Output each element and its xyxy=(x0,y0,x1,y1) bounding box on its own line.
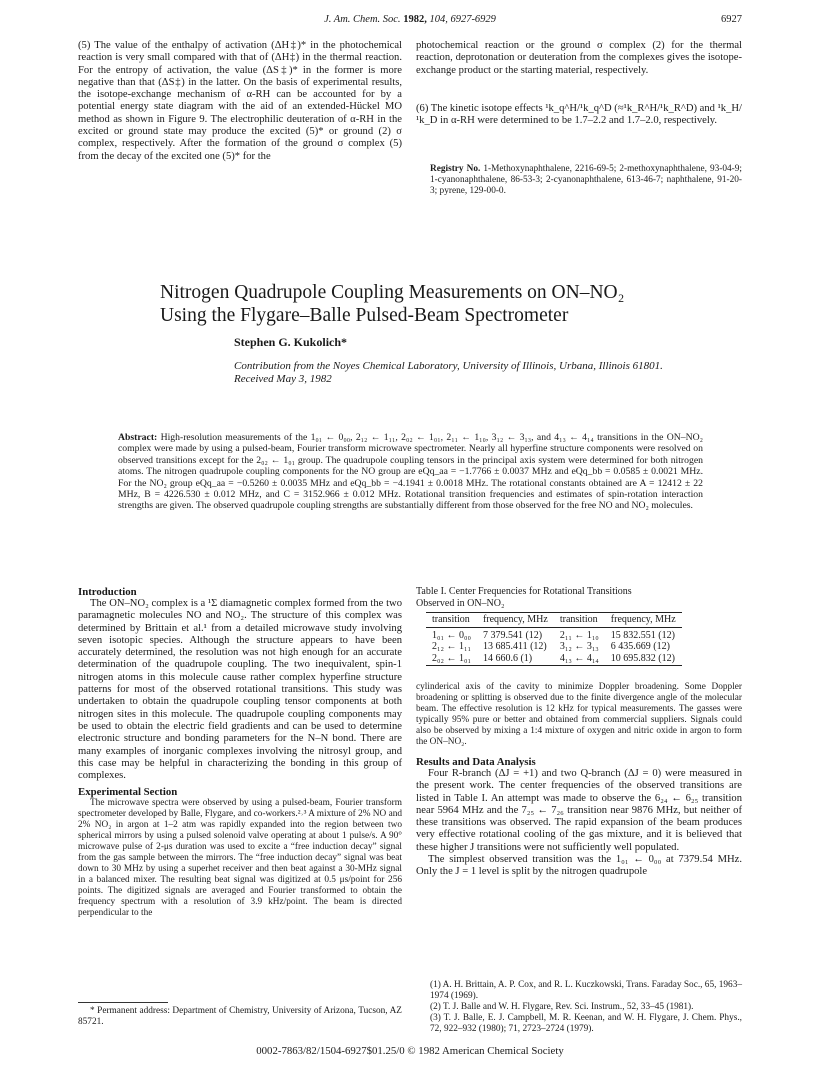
registry-label: Registry No. xyxy=(430,164,481,174)
running-header xyxy=(78,14,742,28)
article-title xyxy=(160,281,720,327)
reference-3: (3) T. J. Balle, E. J. Campbell, M. R. Keenan, and W. H. Flygare, J. Chem. Phys., 72, 922–932 (1980); 71, 2723–2724 (1979). xyxy=(430,1013,742,1034)
journal-citation xyxy=(78,14,742,25)
table-cell: 14 660.6 (1) xyxy=(477,653,554,666)
table-cell: 10 695.832 (12) xyxy=(605,653,682,666)
author-footnote: * Permanent address: Department of Chemistry, University of Arizona, Tucson, AZ 85721. xyxy=(78,1006,402,1027)
right-column-text xyxy=(416,682,742,879)
table-row xyxy=(426,653,682,666)
table-header: transition xyxy=(554,613,605,628)
table-row xyxy=(426,641,682,653)
author: Stephen G. Kukolich* xyxy=(234,335,348,349)
table-cell: 2₁₁ ← 1₁₀ xyxy=(559,629,599,641)
experimental-continued: cylinderical axis of the cavity to minimize Doppler broadening. Some Doppler broadening or splitting is observed due to the finite divergence angle of the molecular beam. The effective resolution is 12 kHz for typical measurements. The gasses were typically 95% pure or better and obtained from commercial suppliers. Signals could also be observed by mixing a 1:4 mixture of oxygen and nitric oxide in argon to form the ON–NO₂. xyxy=(416,682,742,747)
table-1 xyxy=(416,586,742,666)
results-paragraph-2: The simplest observed transition was the 1₀₁ ← 0₀₀ at 7379.54 MHz. Only the J = 1 level is split by the nitrogen quadrupole xyxy=(416,854,742,878)
table-cell: 6 435.669 (12) xyxy=(610,641,670,652)
table-row xyxy=(426,627,682,641)
table-cell: 7 379.541 (12) xyxy=(482,629,543,641)
reference-1: (1) A. H. Brittain, A. P. Cox, and R. L. Kuczkowski, Trans. Faraday Soc., 65, 1963–1974 (1969). xyxy=(430,980,742,1001)
introduction-heading: Introduction xyxy=(78,586,137,598)
results-paragraph-1: Four R-branch (ΔJ = +1) and two Q-branch (ΔJ = 0) were measured in the present work. The center frequencies of the observed transitions are listed in Table I. An attempt was made to observe the 6₂₄ ← 6₂₅ transition near 5964 MHz and the 7₂₅ ← 7₂₆ transition near 9876 MHz, but neither of these transitions was observed. The rapid expansion of the beam produces very effective rotational cooling of the gas mixture, and it is believed that these higher J transitions were not sufficiently well populated. xyxy=(416,768,742,853)
footnote-rule xyxy=(78,1002,168,1003)
table-cell: 3₁₂ ← 3₁₃ xyxy=(559,641,599,652)
results-heading: Results and Data Analysis xyxy=(416,756,536,768)
journal-year: 1982, xyxy=(403,14,427,25)
table-header-row xyxy=(426,613,682,628)
table-cell: 2₀₂ ← 1₀₁ xyxy=(426,653,477,666)
journal-name: J. Am. Chem. Soc. xyxy=(324,14,401,25)
registry-text: 1-Methoxynaphthalene, 2216-69-5; 2-methoxynaphthalene, 93-04-9; 1-cyanonaphthalene, 86-53-3; 2-cyanonaphthalene, 613-46-7; naphthalene, 91-20-3; pyrene, 129-00-0. xyxy=(430,164,743,196)
page-number: 6927 xyxy=(721,14,742,25)
table-cell: 2₁₂ ← 1₁₁ xyxy=(432,641,471,652)
abstract xyxy=(118,432,703,512)
title-line-2: Using the Flygare–Balle Pulsed-Beam Spectrometer xyxy=(160,305,569,326)
volume-pages: 104, 6927-6929 xyxy=(429,14,496,25)
table-header: frequency, MHz xyxy=(477,613,554,628)
experimental-text: The microwave spectra were observed by using a pulsed-beam, Fourier transform spectrometer developed by Balle, Flygare, and co-workers.²˒³ A mixture of 2% NO and 2% NO₂ in argon at 1–2 atm was rapidly expanded into the region between two spherical mirrors by using a pulsed solenoid valve operating at about 1 pulse/s. A 90° microwave pulse of 2-μs duration was used to excite a “free induction decay” signal from the gas sample between the mirrors. The “free induction decay” signal was beat down to 30 MHz by using a superhet receiver and then beat against a 30-MHz signal in a balanced mixer. The resulting beat signal was digitized at 0.5 μs/point for 256 points. The digitized signals are averaged and Fourier transformed to obtain the frequency spectrum with a resolution of 3.9 kHz/point. The beam is directed perpendicular to the xyxy=(78,798,402,919)
affiliation-text: Contribution from the Noyes Chemical Laboratory, University of Illinois, Urbana, Illinois 61801. xyxy=(234,360,663,372)
table-cell: 15 832.551 (12) xyxy=(610,629,675,641)
experimental-heading: Experimental Section xyxy=(78,786,178,799)
abstract-label: Abstract: xyxy=(118,432,158,443)
left-column xyxy=(78,586,402,919)
reference-2: (2) T. J. Balle and W. H. Flygare, Rev. Sci. Instrum., 52, 33–45 (1981). xyxy=(430,1002,694,1012)
table-cell: 4₁₃ ← 4₁₄ xyxy=(554,653,605,666)
received-date: Received May 3, 1982 xyxy=(234,373,332,385)
title-line-1: Nitrogen Quadrupole Coupling Measurements on ON–NO₂ xyxy=(160,282,625,303)
table-caption-line-2: Observed in ON–NO₂ xyxy=(416,597,505,609)
registry-numbers xyxy=(430,164,742,197)
table-cell: 13 685.411 (12) xyxy=(482,641,547,652)
affiliation xyxy=(234,360,746,386)
abstract-text: High-resolution measurements of the 1₀₁ ← 0₀₀, 2₁₂ ← 1₁₁, 2₀₂ ← 1₀₁, 2₁₁ ← 1₁₀, 3₁₂ ← 3₁₃, and 4₁₃ ← 4₁₄ transitions in the ON–NO₂ complex were made by using a pulsed-beam, Fourier transform microwave spectrometer. Nearly all hyperfine structure components were resolved on observed transitions except for the 2₀₂ ← 1₀₁ group. The quadrupole coupling tensors in the principal axis system were determined for both nitrogen atoms. The nitrogen quadrupole coupling components for the NO group are eQq_aa = −1.7766 ± 0.0037 MHz and eQq_bb = 0.0585 ± 0.0021 MHz. For the NO₂ group eQq_aa = −0.5260 ± 0.0035 MHz and eQq_bb = −4.1941 ± 0.0018 MHz. The rotational constants obtained are A = 12412 ± 22 MHz, B = 4226.530 ± 0.012 MHz, and C = 3152.966 ± 0.012 MHz. Rotational transition frequencies and estimates of spin-rotation interaction strengths are given. The observed quadrupole coupling strengths are substantially different from those observed for the free NO and NO₂ molecules. xyxy=(118,432,703,512)
frequency-table xyxy=(426,612,682,666)
prev-article-para6: (6) The kinetic isotope effects ¹k_q^H/¹k_q^D (≈¹k_R^H/¹k_R^D) and ¹k_H/¹k_D in α-RH were determined to be 1.7–2.2 and 1.7–2.0, respectively. xyxy=(416,103,742,127)
references xyxy=(430,980,742,1035)
copyright-footer: 0002-7863/82/1504-6927$01.25/0 © 1982 American Chemical Society xyxy=(256,1045,564,1057)
table-cell: 1₀₁ ← 0₀₀ xyxy=(432,629,471,641)
table-caption xyxy=(416,586,742,609)
table-caption-line-1: Table I. Center Frequencies for Rotational Transitions xyxy=(416,586,632,597)
table-header: transition xyxy=(426,613,477,628)
prev-article-para5: (5) The value of the enthalpy of activation (ΔH‡)* in the photochemical reaction is very small compared with that of (ΔH‡) in the thermal reaction. For the entropy of activation, the value (ΔS‡)* in the former is more negative than that (ΔS‡) in the latter. On the basis of experimental results, the isotope-exchange mechanism of α-RH can be accounted for by a potential energy state diagram with the aid of an extended-Hückel MO method as shown in Figure 9. The electrophilic deuteration of α-RH in the excited or ground state may produce the excited (5)* or ground (2) σ complex, respectively. After the formation of the ground σ complex (5) from the decay of the excited one (5)* for the xyxy=(78,40,402,162)
introduction-text: The ON–NO₂ complex is a ¹Σ diamagnetic complex formed from the two paramagnetic molecules NO and NO₂. The structure of this complex was determined by Brittain et al.¹ from a detailed microwave study involving seven isotopic species. Although the structure appears to have been accurately determined, the resolution was not high enough for an accurate determination of the quadrupole coupling. The two inequivalent, spin-1 nitrogen atoms in this molecule cause rather complex hyperfine structure patterns for most of the observed rotational transitions. This study was undertaken to obtain the quadrupole coupling tensor components at both nitrogen sites in this molecule. The quadrupole coupling components may be used to obtain the electric field gradients and can be used to determine electronic structure and bonding parameters for the N–N bond. There are many examples of inorganic complexes involving the nitrosyl group, and this case may be helpful in characterizing the bonding in this group of complexes. xyxy=(78,598,402,782)
table-header: frequency, MHz xyxy=(605,613,682,628)
prev-article-para5-cont: photochemical reaction or the ground σ complex (2) for the thermal reaction, deprotonation or deuteration from the complexes gives the isotope-exchange product or the starting material, respectively. xyxy=(416,40,742,76)
